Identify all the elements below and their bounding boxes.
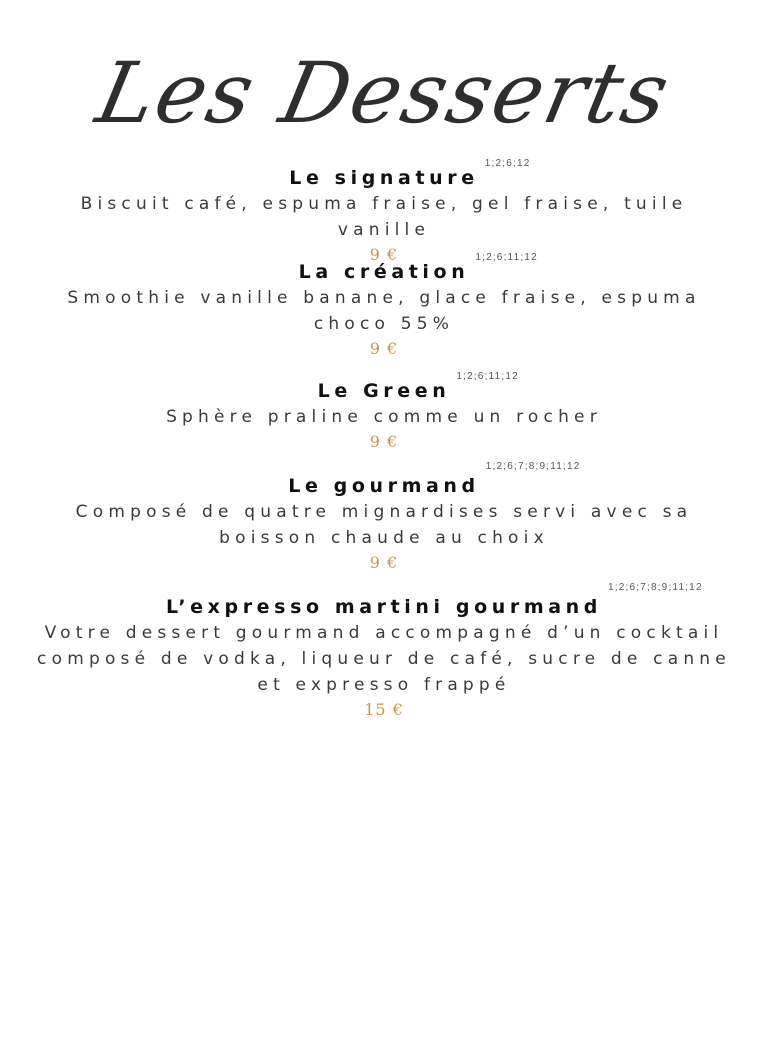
allergen-codes: 1;2;6;7;8;9;11;12 <box>607 582 703 593</box>
dessert-description: Composé de quatre mignardises servi avec sa boisson chaude au choix <box>75 502 693 548</box>
allergen-codes: 1;2;6;11;12 <box>456 371 519 382</box>
allergen-codes: 1;2;6;7;8;9;11;12 <box>485 461 581 472</box>
dessert-item <box>0 582 768 722</box>
dessert-description: Smoothie vanille banane, glace fraise, espuma choco 55% <box>67 288 701 334</box>
dessert-name: L’expresso martini gourmand <box>166 596 602 618</box>
dessert-item <box>0 252 768 361</box>
dessert-name-row <box>166 582 703 620</box>
dessert-name: La création <box>298 261 470 283</box>
dessert-description: Votre dessert gourmand accompagné d’un cocktail composé de vodka, liqueur de café, sucre de canne et expresso frappé <box>37 623 731 695</box>
dessert-price: 9 € <box>369 432 399 451</box>
dessert-name-row <box>317 371 519 404</box>
dessert-name-row <box>288 461 581 499</box>
dessert-price: 9 € <box>369 553 399 572</box>
allergen-codes: 1;2;6;11;12 <box>475 252 538 263</box>
dessert-item <box>0 371 768 454</box>
dessert-price: 9 € <box>369 339 399 358</box>
dessert-name-row <box>289 158 531 191</box>
dessert-item <box>0 158 768 267</box>
dessert-item <box>0 461 768 575</box>
dessert-name-row <box>298 252 538 285</box>
allergen-codes: 1;2;6;12 <box>484 158 531 169</box>
dessert-description: Biscuit café, espuma fraise, gel fraise, tuile vanille <box>80 194 688 240</box>
dessert-name: Le gourmand <box>288 475 480 497</box>
dessert-name: Le Green <box>317 380 451 402</box>
menu-title: Les Desserts <box>88 44 680 142</box>
dessert-price: 9 € <box>369 245 399 264</box>
dessert-description: Sphère praline comme un rocher <box>166 407 602 427</box>
dessert-name: Le signature <box>289 167 479 189</box>
dessert-price: 15 € <box>364 700 404 719</box>
